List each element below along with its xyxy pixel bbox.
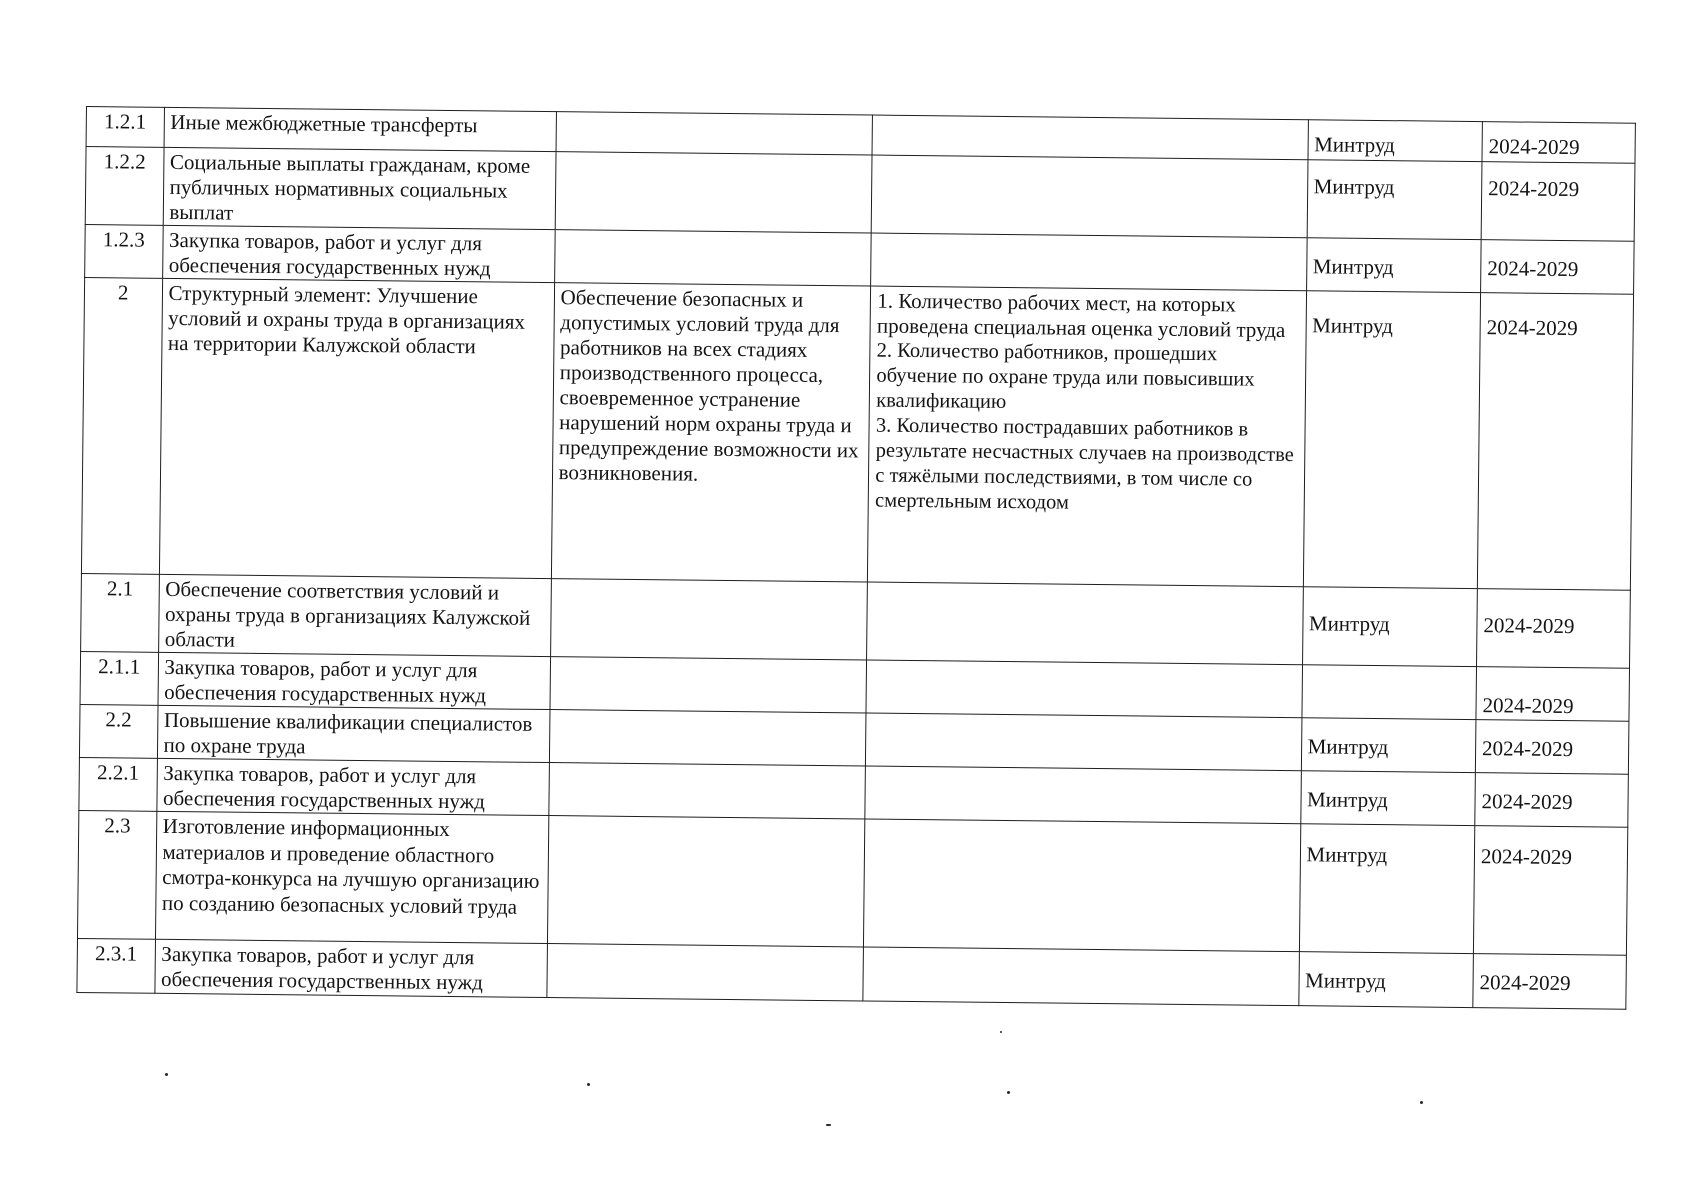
responsible-cell: Минтруд (1301, 718, 1476, 773)
measure-name: Иные межбюджетные трансферты (164, 107, 557, 151)
indicator-list (868, 286, 1306, 587)
period-cell: 2024-2029 (1481, 162, 1635, 242)
indicator-item: 1. Количество рабочих мест, на которых проведена специальная оценка условий труда (876, 288, 1286, 342)
responsible-cell (1301, 665, 1476, 720)
task-cell (554, 230, 871, 286)
responsible-cell: Минтруд (1307, 120, 1482, 162)
measure-name: Закупка товаров, работ и услуг для обеспечения государственных нужд (162, 225, 555, 282)
task-cell (550, 579, 868, 660)
measure-name: Социальные выплаты гражданам, кроме публичных нормативных социальных выплат (163, 147, 556, 229)
period-cell: 2024-2029 (1473, 954, 1627, 1010)
indicator-cell (864, 819, 1301, 952)
measure-name: Закупка товаров, работ и услуг для обеспечения государственных нужд (158, 652, 551, 709)
period-cell: 2024-2029 (1482, 122, 1635, 164)
responsible-cell: Минтруд (1307, 160, 1482, 240)
row-number: 1.2.1 (86, 107, 164, 148)
period-cell: 2024-2029 (1477, 293, 1633, 591)
period-cell: 2024-2029 (1473, 826, 1627, 956)
task-cell (556, 112, 873, 155)
responsible-cell: Минтруд (1302, 587, 1477, 667)
table-row (77, 810, 1627, 955)
table-row-structural-element (81, 277, 1633, 590)
program-table-wrapper (76, 106, 1636, 1010)
scan-speck (165, 1073, 168, 1076)
period-cell: 2024-2029 (1481, 240, 1635, 295)
responsible-cell: Минтруд (1303, 291, 1481, 589)
row-number: 2.1 (81, 573, 159, 652)
indicator-cell (872, 115, 1308, 160)
indicator-cell (866, 660, 1302, 718)
indicator-item: 2. Количество работников, прошедших обучение по охране труда или повысивших квалификацию (876, 339, 1255, 413)
measure-name: Закупка товаров, работ и услуг для обеспечения государственных нужд (154, 939, 547, 997)
period-cell: 2024-2029 (1477, 589, 1631, 669)
indicator-item: 3. Количество пострадавших работников в результате несчастных случаев на производстве с тяжёлыми последствиями, в том числе со смертельным исходом (874, 414, 1294, 514)
row-number: 2.1.1 (80, 651, 158, 705)
row-number: 1.2.2 (85, 147, 163, 226)
task-cell (547, 944, 864, 1001)
measure-name: Закупка товаров, работ и услуг для обеспечения государственных нужд (156, 758, 549, 815)
indicator-cell (863, 947, 1299, 1006)
program-measures-table (76, 106, 1636, 1010)
row-number: 2.2 (79, 704, 157, 758)
task-cell (548, 763, 865, 819)
responsible-cell: Минтруд (1306, 238, 1481, 293)
row-number: 1.2.3 (85, 224, 163, 278)
indicator-cell (865, 766, 1301, 824)
indicator-cell (866, 713, 1302, 771)
scan-speck (1000, 1031, 1002, 1033)
scan-speck (587, 1083, 590, 1086)
row-number: 2 (81, 277, 162, 574)
row-number: 2.2.1 (79, 757, 157, 811)
task-cell (555, 152, 873, 233)
period-cell: 2024-2029 (1475, 720, 1629, 775)
scan-speck (826, 1124, 831, 1126)
responsible-cell: Минтруд (1300, 771, 1475, 826)
responsible-cell: Минтруд (1299, 824, 1475, 954)
period-cell: 2024-2029 (1476, 667, 1630, 722)
indicator-cell (871, 155, 1307, 238)
responsible-cell: Минтруд (1298, 952, 1473, 1008)
measure-name: Структурный элемент: Улучшение условий и охраны труда в организациях на территории Калужской области (159, 278, 554, 578)
scan-speck (1007, 1091, 1010, 1094)
period-cell: 2024-2029 (1475, 773, 1629, 828)
task-cell (550, 657, 867, 713)
measure-name: Изготовление информационных материалов и проведение областного смотра-конкурса на лучшую организацию по созданию безопасных условий труда (155, 811, 548, 943)
row-number: 2.3.1 (77, 938, 155, 993)
scan-speck (1420, 1101, 1423, 1104)
row-number: 2.3 (77, 810, 156, 939)
measure-name: Обеспечение соответствия условий и охраны труда в организациях Калужской области (158, 574, 551, 656)
indicator-cell (867, 582, 1303, 665)
task-cell (547, 816, 865, 947)
measure-name: Повышение квалификации специалистов по охране труда (157, 705, 550, 762)
task-description: Обеспечение безопасных и допустимых условий труда для работников на всех стадиях производственного процесса, своевременное устранение нарушений норм охраны труда и предупреждение возможности их возникновения. (551, 283, 871, 582)
indicator-cell (871, 233, 1307, 291)
task-cell (549, 710, 866, 766)
